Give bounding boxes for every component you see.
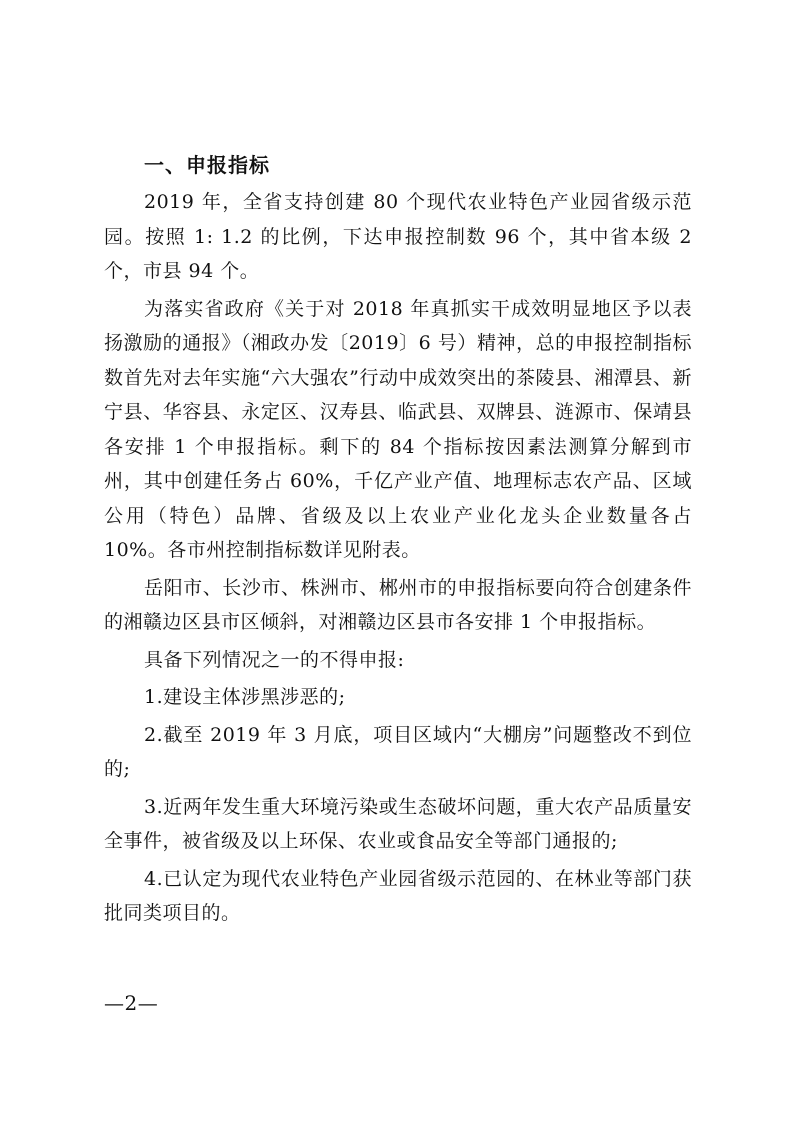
paragraph-exclusion-intro: 具备下列情况之一的不得申报: [144,648,405,671]
exclusion-item-2: 2.截至 2019 年 3 月底，项目区域内“大棚房”问题整改不到位的; [104,723,692,780]
exclusion-item-3: 3.近两年发生重大环境污染或生态破坏问题，重大农产品质量安全事件，被省级及以上环保、农业或食品安全等部门通报的; [104,795,692,852]
paragraph-allocation-method: 为落实省政府《关于对 2018 年真抓实干成效明显地区予以表扬激励的通报》（湘政办发〔2019〕6 号）精神，总的申报控制指标数首先对去年实施“六大强农”行动中成效突出的茶陵县、湘潭县、新宁县、华容县、永定区、汉寿县、临武县、双牌县、涟源市、保靖县各安排 1 个申报指标。剩下的 84 个指标按因素法测算分解到市州，其中创建任务占 60%，千亿产业产值、地理标志农产品、区域公用（特色）品牌、省级及以上农业产业化龙头企业数量各占 10%。各市州控制指标数详见附表。 [104,297,692,561]
exclusion-item-4: 4.已认定为现代农业特色产业园省级示范园的、在林业等部门获批同类项目的。 [104,867,692,924]
section-heading: 一、申报指标 [144,153,270,177]
page-number: —2— [104,991,159,1015]
exclusion-item-1: 1.建设主体涉黑涉恶的; [144,686,346,708]
document-body [104,148,692,931]
paragraph-border-area-priority: 岳阳市、长沙市、株洲市、郴州市的申报指标要向符合创建条件的湘赣边区县市区倾斜，对湘赣边区县市各安排 1 个申报指标。 [104,576,692,633]
paragraph-target-count: 2019 年，全省支持创建 80 个现代农业特色产业园省级示范园。按照 1: 1.2 的比例，下达申报控制数 96 个，其中省本级 2 个，市县 94 个。 [104,191,692,282]
